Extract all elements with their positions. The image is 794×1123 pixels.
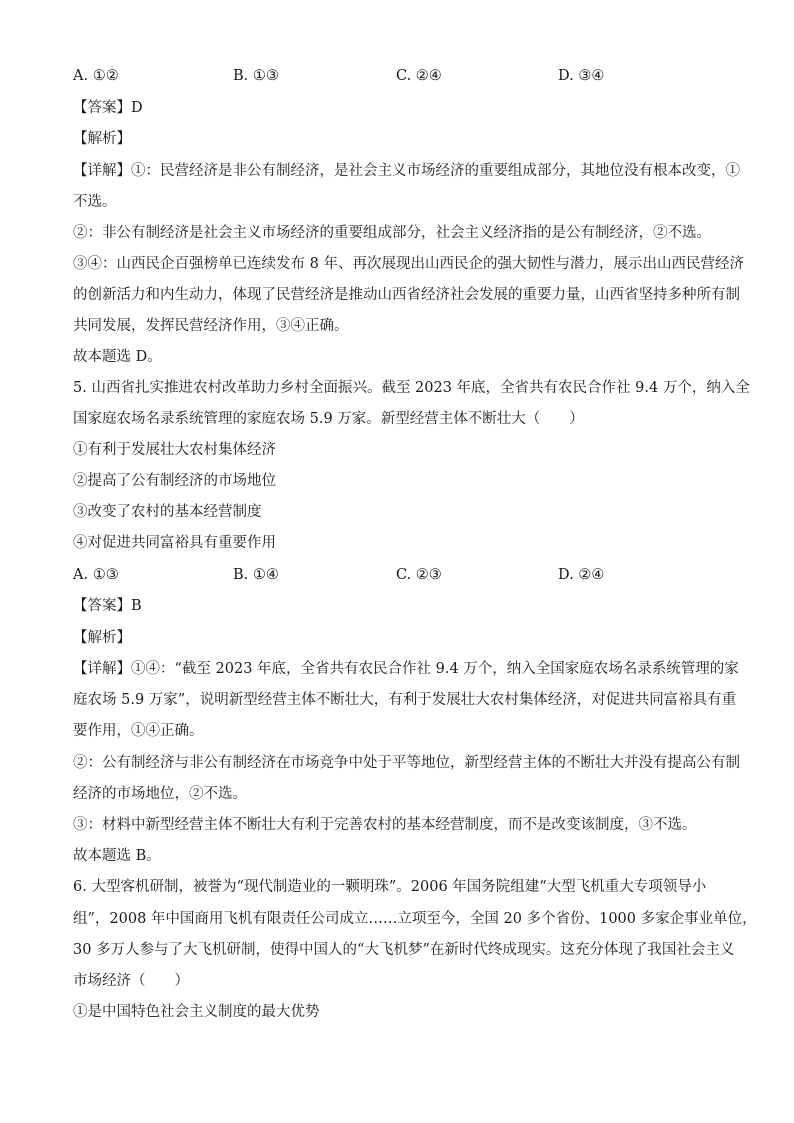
q4-option-a: A. ①② [73, 68, 119, 84]
q6-statement: ①是中国特色社会主义制度的最大优势 [73, 1004, 320, 1020]
q4-analysis-line: ②：非公有制经济是社会主义市场经济的重要组成部分，社会主义经济指的是公有制经济，②不选。 [73, 225, 711, 241]
q5-statement: ③改变了农村的基本经营制度 [73, 504, 262, 520]
q5-analysis-line: 经济的市场地位，②不选。 [73, 786, 247, 802]
q5-analysis-line: 【详解】①④：“截至 2023 年底，全省共有农民合作社 9.4 万个，纳入全国家庭农场名录系统管理的家 [73, 661, 739, 677]
q4-option-c: C. ②④ [396, 68, 442, 84]
q4-analysis-line: ③④：山西民企百强榜单已连续发布 8 年、再次展现出山西民企的强大韧性与潜力，展示出山西民营经济 [73, 256, 744, 272]
q4-answer: 【答案】D [73, 100, 143, 116]
q5-statement: ④对促进共同富裕具有重要作用 [73, 535, 276, 551]
q6-stem-line: 6. 大型客机研制，被誉为“现代制造业的一颗明珠”。2006 年国务院组建“大型飞机重大专项领导小 [73, 879, 707, 895]
q5-statement: ①有利于发展壮大农村集体经济 [73, 442, 276, 458]
q5-statement: ②提高了公有制经济的市场地位 [73, 473, 276, 489]
q4-analysis-line: 不选。 [73, 194, 117, 210]
q5-analysis-line: 庭农场 5.9 万家”，说明新型经营主体不断壮大，有利于发展壮大农村集体经济，对促进共同富裕具有重 [73, 692, 737, 708]
q5-analysis-line: 要作用，①④正确。 [73, 723, 204, 739]
q4-conclusion: 故本题选 D。 [73, 349, 162, 365]
q6-stem-line: 市场经济（ ） [73, 973, 189, 989]
q4-analysis-label: 【解析】 [73, 131, 131, 147]
q5-analysis-line: ②：公有制经济与非公有制经济在市场竞争中处于平等地位，新型经营主体的不断壮大并没有提高公有制 [73, 755, 740, 771]
q5-stem-line: 5. 山西省扎实推进农村改革助力乡村全面振兴。截至 2023 年底，全省共有农民合作社 9.4 万个，纳入全 [73, 380, 750, 396]
q6-stem-line: 30 多万人参与了大飞机研制，使得中国人的“大飞机梦”在新时代终成现实。这充分体现了我国社会主义 [73, 942, 735, 958]
q5-stem-line: 国家庭农场名录系统管理的家庭农场 5.9 万家。新型经营主体不断壮大（ ） [73, 411, 584, 427]
q4-option-b: B. ①③ [233, 68, 279, 84]
q5-answer: 【答案】B [73, 598, 142, 614]
q4-analysis-line: 【详解】①：民营经济是非公有制经济，是社会主义市场经济的重要组成部分，其地位没有根本改变，① [73, 163, 740, 179]
q5-option-c: C. ②③ [396, 567, 442, 583]
q5-option-b: B. ①④ [233, 567, 279, 583]
q4-analysis-line: 共同发展，发挥民营经济作用，③④正确。 [73, 318, 349, 334]
q5-analysis-line: ③：材料中新型经营主体不断壮大有利于完善农村的基本经营制度，而不是改变该制度，③不选。 [73, 817, 697, 833]
q5-option-d: D. ②④ [558, 567, 605, 583]
q4-option-d: D. ③④ [558, 68, 605, 84]
q4-analysis-line: 的创新活力和内生动力，体现了民营经济是推动山西省经济社会发展的重要力量，山西省坚持多种所有制 [73, 287, 740, 303]
q5-option-a: A. ①③ [73, 567, 119, 583]
q6-stem-line: 组”，2008 年中国商用飞机有限责任公司成立……立项至今，全国 20 多个省份、1000 多家企事业单位， [73, 911, 757, 927]
q5-analysis-label: 【解析】 [73, 630, 131, 646]
q5-conclusion: 故本题选 B。 [73, 848, 161, 864]
